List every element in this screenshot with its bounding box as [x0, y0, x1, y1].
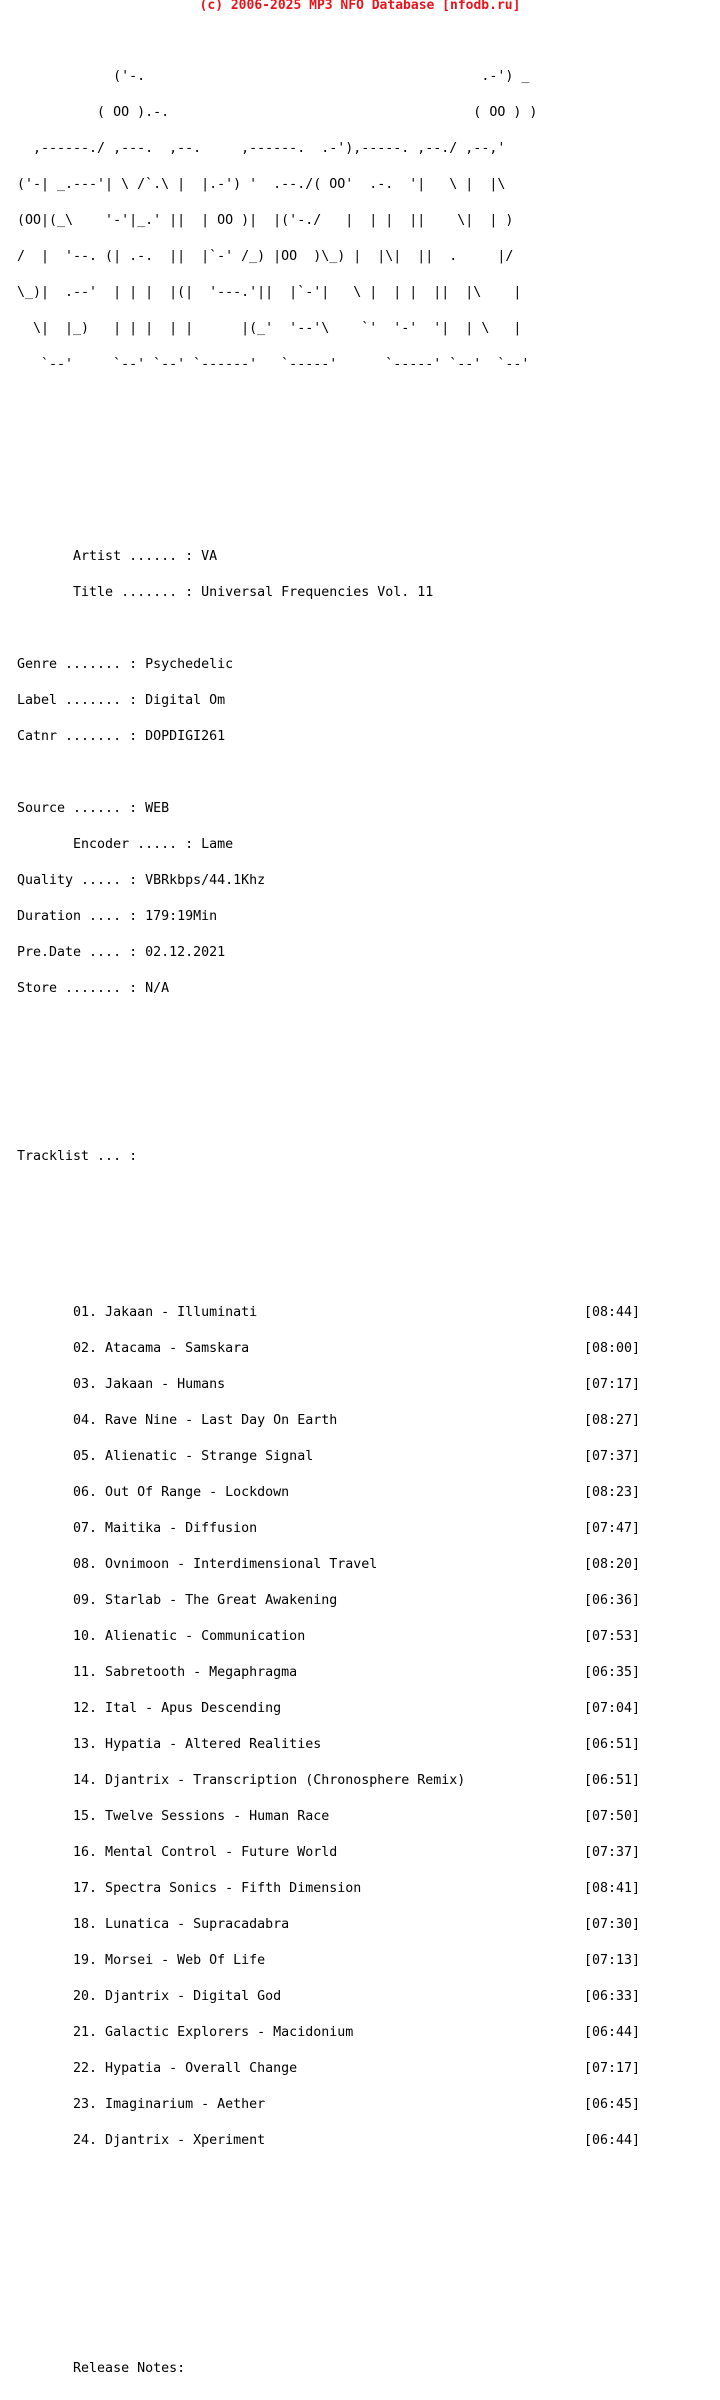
track-duration: [08:23] [584, 1485, 641, 1500]
track-row [17, 1917, 641, 1932]
tracklist [17, 1283, 641, 2171]
catnr-line: Catnr ....... : DOPDIGI261 [17, 729, 226, 744]
nfo-text [17, 23, 641, 2399]
track-duration: [06:51] [584, 1773, 641, 1788]
track-title: 08. Ovnimoon - Interdimensional Travel [17, 1557, 378, 1572]
track-duration: [06:45] [584, 2097, 641, 2112]
store-line: Store ....... : N/A [17, 981, 170, 996]
track-title: 05. Alienatic - Strange Signal [17, 1449, 314, 1464]
track-row [17, 1809, 641, 1824]
duration-line: Duration .... : 179:19Min [17, 909, 218, 924]
track-title: 16. Mental Control - Future World [17, 1845, 338, 1860]
source-line: Source ...... : WEB [17, 801, 170, 816]
track-row [17, 1701, 641, 1716]
track-duration: [06:44] [584, 2133, 641, 2148]
track-row [17, 1305, 641, 1320]
track-duration: [06:44] [584, 2025, 641, 2040]
track-title: 02. Atacama - Samskara [17, 1341, 250, 1356]
logo-line: \_)| .--' | | | |(| '---.'|| |`-'| \ | | | || |\ | [17, 285, 522, 300]
track-row [17, 1521, 641, 1536]
logo-line: (OO|(_\ '-'|_.' || | OO )| |('-./ | | | || \| | ) [17, 213, 514, 228]
track-row [17, 1629, 641, 1644]
track-row [17, 1341, 641, 1356]
track-row [17, 2133, 641, 2148]
track-duration: [08:20] [584, 1557, 641, 1572]
track-title: 23. Imaginarium - Aether [17, 2097, 266, 2112]
track-title: 09. Starlab - The Great Awakening [17, 1593, 338, 1608]
track-title: 22. Hypatia - Overall Change [17, 2061, 298, 2076]
track-row [17, 1737, 641, 1752]
logo-line: ('-. .-') _ [17, 69, 530, 84]
track-duration: [07:47] [584, 1521, 641, 1536]
tracklist-heading: Tracklist ... : [17, 1149, 138, 1164]
track-duration: [07:37] [584, 1449, 641, 1464]
copyright-banner: (c) 2006-2025 MP3 NFO Database [nfodb.ru] [199, 0, 521, 13]
ascii-logo [17, 47, 537, 395]
track-row [17, 1593, 641, 1608]
predate-line: Pre.Date .... : 02.12.2021 [17, 945, 226, 960]
track-row [17, 2097, 641, 2112]
track-title: 21. Galactic Explorers - Macidonium [17, 2025, 354, 2040]
track-title: 14. Djantrix - Transcription (Chronosphere Remix) [17, 1773, 466, 1788]
track-duration: [06:33] [584, 1989, 641, 2004]
quality-line: Quality ..... : VBRkbps/44.1Khz [17, 873, 266, 888]
track-title: 24. Djantrix - Xperiment [17, 2133, 266, 2148]
title-line: Title ....... : Universal Frequencies Vol. 11 [17, 585, 434, 600]
label-line: Label ....... : Digital Om [17, 693, 226, 708]
track-title: 15. Twelve Sessions - Human Race [17, 1809, 330, 1824]
track-title: 06. Out Of Range - Lockdown [17, 1485, 290, 1500]
logo-line: `--' `--' `--' `------' `-----' `-----' `--' `--' [17, 357, 530, 372]
track-row [17, 1377, 641, 1392]
track-title: 17. Spectra Sonics - Fifth Dimension [17, 1881, 362, 1896]
track-row [17, 1413, 641, 1428]
track-duration: [07:13] [584, 1953, 641, 1968]
logo-line: \| |_) | | | | | |(_' '--'\ `' '-' '| | \ | [17, 321, 522, 336]
track-row [17, 1449, 641, 1464]
artist-line: Artist ...... : VA [17, 549, 218, 564]
encoder-line: Encoder ..... : Lame [17, 837, 234, 852]
track-row [17, 1665, 641, 1680]
logo-line: ,------./ ,---. ,--. ,------. .-'),-----. ,--./ ,--,' [17, 141, 506, 156]
genre-line: Genre ....... : Psychedelic [17, 657, 234, 672]
track-duration: [07:30] [584, 1917, 641, 1932]
logo-line: ('-| _.---'| \ /`.\ | |.-') ' .--./( OO' .-. '| \ | |\ [17, 177, 506, 192]
track-duration: [07:17] [584, 2061, 641, 2076]
track-duration: [06:51] [584, 1737, 641, 1752]
track-duration: [07:50] [584, 1809, 641, 1824]
track-duration: [07:04] [584, 1701, 641, 1716]
track-title: 13. Hypatia - Altered Realities [17, 1737, 322, 1752]
release-notes-heading: Release Notes: [17, 2361, 186, 2376]
track-row [17, 2061, 641, 2076]
track-title: 20. Djantrix - Digital God [17, 1989, 282, 2004]
track-duration: [08:41] [584, 1881, 641, 1896]
track-title: 07. Maitika - Diffusion [17, 1521, 258, 1536]
track-duration: [08:44] [584, 1305, 641, 1320]
track-row [17, 1845, 641, 1860]
track-title: 18. Lunatica - Supracadabra [17, 1917, 290, 1932]
track-duration: [08:27] [584, 1413, 641, 1428]
track-duration: [07:53] [584, 1629, 641, 1644]
track-title: 11. Sabretooth - Megaphragma [17, 1665, 298, 1680]
track-title: 12. Ital - Apus Descending [17, 1701, 282, 1716]
logo-line: / | '--. (| .-. || |`-' /_) |OO )\_) | |\| || . |/ [17, 249, 514, 264]
track-title: 01. Jakaan - Illuminati [17, 1305, 258, 1320]
track-row [17, 1953, 641, 1968]
logo-line: ( OO ).-. ( OO ) ) [17, 105, 538, 120]
track-duration: [07:37] [584, 1845, 641, 1860]
track-row [17, 1881, 641, 1896]
track-row [17, 1557, 641, 1572]
track-title: 19. Morsei - Web Of Life [17, 1953, 266, 1968]
track-duration: [08:00] [584, 1341, 641, 1356]
track-row [17, 1485, 641, 1500]
track-row [17, 1989, 641, 2004]
track-row [17, 2025, 641, 2040]
track-duration: [06:35] [584, 1665, 641, 1680]
track-row [17, 1773, 641, 1788]
track-title: 04. Rave Nine - Last Day On Earth [17, 1413, 338, 1428]
track-title: 10. Alienatic - Communication [17, 1629, 306, 1644]
track-title: 03. Jakaan - Humans [17, 1377, 226, 1392]
track-duration: [06:36] [584, 1593, 641, 1608]
track-duration: [07:17] [584, 1377, 641, 1392]
